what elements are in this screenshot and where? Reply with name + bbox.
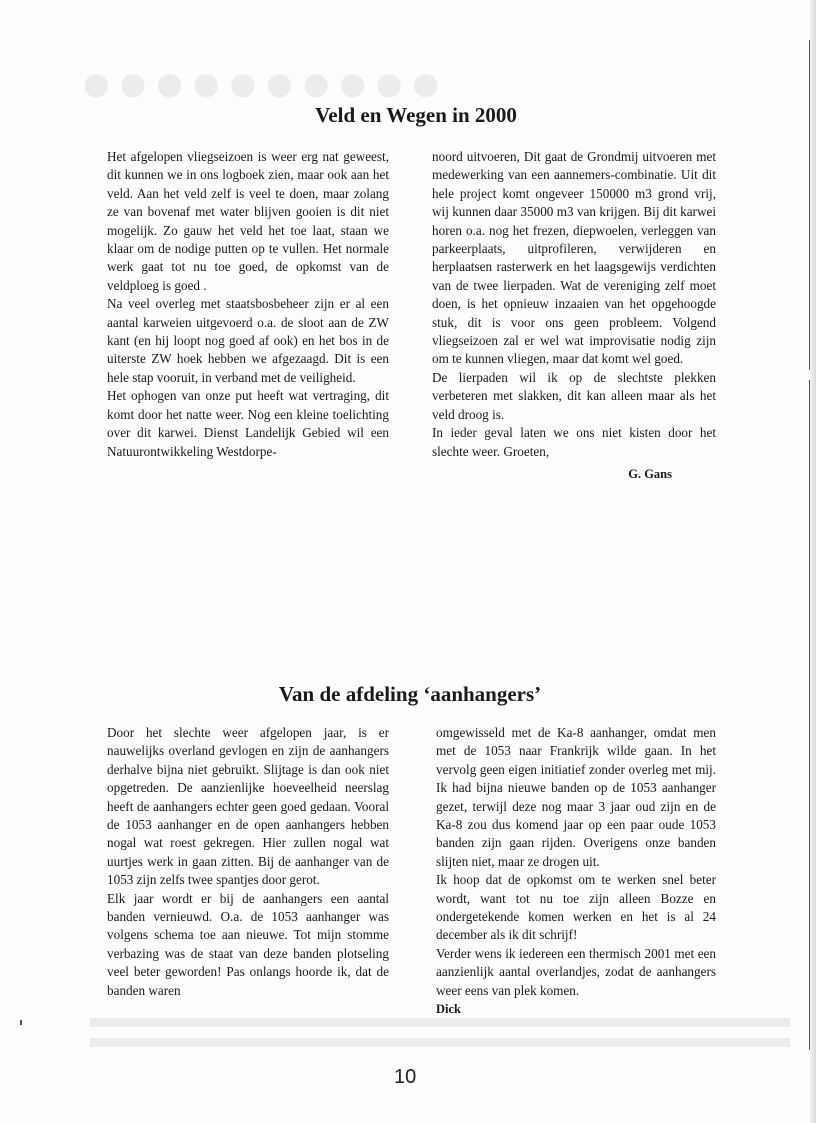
paragraph: Na veel overleg met staatsbosbeheer zijn er al een aantal karweien uitgevoerd o.a. de sloot aan de ZW kant (en hij loopt nog goed af ook) en het bos in de uiterste ZW hoek hebben we afgezaagd. Dit is een hele stap vooruit, in verband met de veiligheid.: [107, 296, 389, 385]
scan-speck: [20, 1020, 22, 1025]
page-number: 10: [394, 1066, 417, 1088]
paragraph: Verder wens ik iedereen een thermisch 2001 met een aanzienlijk aantal overlandjes, zodat de aanhangers weer eens van plek komen.: [436, 945, 716, 998]
paragraph: In ieder geval laten we ons niet kisten door het slechte weer. Groeten,: [432, 425, 716, 459]
paragraph: Het ophogen van onze put heeft wat vertraging, dit komt door het natte weer. Nog een kleine toelichting over dit karwei. Dienst Landelijk Gebied wil een Natuurontwikkeling Westdorpe-: [107, 388, 389, 459]
author-signature: G. Gans: [628, 466, 672, 481]
article-column-right: [432, 148, 716, 483]
article-column-left: [107, 148, 389, 461]
bleed-through-band: [90, 1038, 790, 1047]
paragraph: De lierpaden wil ik op de slechtste plekken verbeteren met slakken, dit kan alleen maar als het veld droog is.: [432, 369, 716, 422]
paragraph: omgewisseld met de Ka-8 aanhanger, omdat men met de 1053 naar Frankrijk wilde gaan. In het vervolg geen eigen initiatief zonder overleg met mij. Ik had bijna nieuwe banden op de 1053 aanhanger gezet, terwijl deze nog maar 3 jaar oud zijn en de Ka-8 zou dus komend jaar op een paar oude 1053 banden zijn gaan rijden. Overigens onze banden slijten niet, maar ze drogen uit.: [436, 725, 716, 869]
paragraph: Door het slechte weer afgelopen jaar, is er nauwelijks overland gevlogen en zijn de aanhangers derhalve bijna niet gebruikt. Slijtage is dan ook niet opgetreden. De aanzienlijke hoeveelheid neerslag heeft de aanhangers echter geen goed gedaan. Vooral de 1053 aanhanger en de open aanhangers hebben nogal wat roest gekregen. Hier zullen nogal wat uurtjes werk in gaan zitten. Bij de aanhanger van de 1053 zijn zelfs twee spantjes door gerot.: [107, 725, 389, 888]
margin-rule: [809, 40, 810, 370]
article-column-left: [107, 724, 389, 1000]
page-edge-shadow: [810, 0, 816, 1123]
article-title: Veld en Wegen in 2000: [315, 103, 517, 127]
paragraph: Het afgelopen vliegseizoen is weer erg nat geweest, dit kunnen we in ons logboek zien, maar ook aan het veld. Aan het veld zelf is veel te doen, maar zolang ze van bovenaf met water blijven gooien is dit niet mogelijk. Zo gauw het veld het toe laat, staan we klaar om de nodige putten op te vullen. Het normale werk gaat tot nu toe goed, de opkomst van de veldploeg is goed .: [107, 149, 389, 293]
article-column-right: [436, 724, 716, 1019]
author-signature: Dick: [436, 1002, 461, 1017]
paragraph: Ik hoop dat de opkomst om te werken snel beter wordt, want tot nu toe zijn alleen Bozze en ondergetekende komen werken en het is al 24 december als ik dit schrijf!: [436, 872, 716, 943]
bleed-through-band: [90, 1018, 790, 1027]
bleed-through-heading: ●●●●●●●●●●: [80, 53, 447, 113]
margin-rule: [809, 380, 810, 1050]
article-title: Van de afdeling ‘aanhangers’: [278, 682, 542, 706]
paragraph: Elk jaar wordt er bij de aanhangers een aantal banden vernieuwd. O.a. de 1053 aanhanger was volgens schema toe aan nieuwe. Tot mijn stomme verbazing was de staat van deze banden plotseling veel beter geworden! Pas onlangs hoorde ik, dat de banden waren: [107, 890, 389, 998]
paragraph: noord uitvoeren, Dit gaat de Grondmij uitvoeren met medewerking van een aannemers-combinatie. Uit dit hele project komt ongeveer 150000 m3 grond vrij, wij kunnen daar 35000 m3 van krijgen. Bij dit karwei horen o.a. nog het frezen, diepwoelen, verleggen van parkeerplaats, uitprofileren, verwijderen en herplaatsen rasterwerk en het laagsgewijs verdichten van de twee lierpaden. Wat de vereniging zelf moet doen, is het opnieuw inzaaien van het opgehoogde stuk, dit is voor ons geen probleem. Volgend vliegseizoen zal er wel wat improvisatie nodig zijn om te kunnen vliegen, maar dat komt wel goed.: [432, 149, 716, 367]
